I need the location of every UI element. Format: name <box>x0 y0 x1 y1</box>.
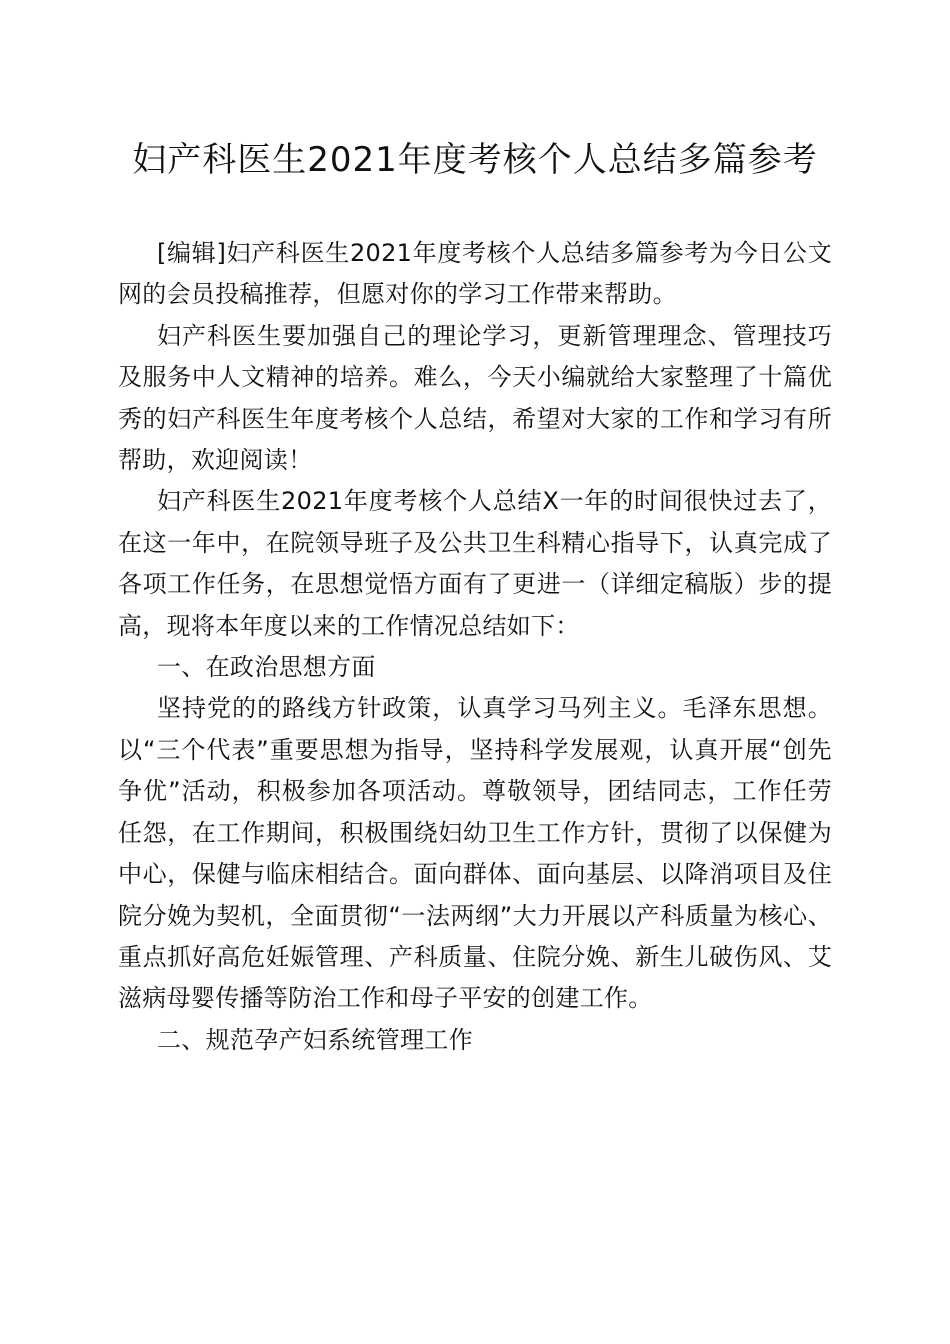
section-heading-management: 二、规范孕产妇系统管理工作 <box>157 1025 473 1054</box>
paragraph-intro: [编辑]妇产科医生2021年度考核个人总结多篇参考为今日公文网的会员投稿推荐，但愿对你的学习工作带来帮助。 <box>118 239 832 309</box>
paragraph-overview: 妇产科医生2021年度考核个人总结X一年的时间很快过去了，在这一年中，在院领导班子及公共卫生科精心指导下，认真完成了各项工作任务，在思想觉悟方面有了更进一（详细定稿版）步的提高，现将本年度以来的工作情况总结如下： <box>118 487 832 640</box>
document-body <box>118 233 832 1061</box>
document-title: 妇产科医生2021年度考核个人总结多篇参考 <box>132 140 818 180</box>
paragraph-summary: 妇产科医生要加强自己的理论学习，更新管理理念、管理技巧及服务中人文精神的培养。难么，今天小编就给大家整理了十篇优秀的妇产科医生年度考核个人总结，希望对大家的工作和学习有所帮助，欢迎阅读！ <box>118 321 832 475</box>
paragraph-politics: 坚持党的的路线方针政策，认真学习马列主义。毛泽东思想。以“三个代表”重要思想为指导，坚持科学发展观，认真开展“创先争优”活动，积极参加各项活动。尊敬领导，团结同志，工作任劳任怨，在工作期间，积极围绕妇幼卫生工作方针，贯彻了以保健为中心，保健与临床相结合。面向群体、面向基层、以降消项目及住院分娩为契机，全面贯彻“一法两纲”大力开展以产科质量为核心、重点抓好高危妊娠管理、产科质量、住院分娩、新生儿破伤风、艾滋病母婴传播等防治工作和母子平安的创建工作。 <box>118 694 832 1013</box>
section-heading-politics: 一、在政治思想方面 <box>157 653 376 682</box>
